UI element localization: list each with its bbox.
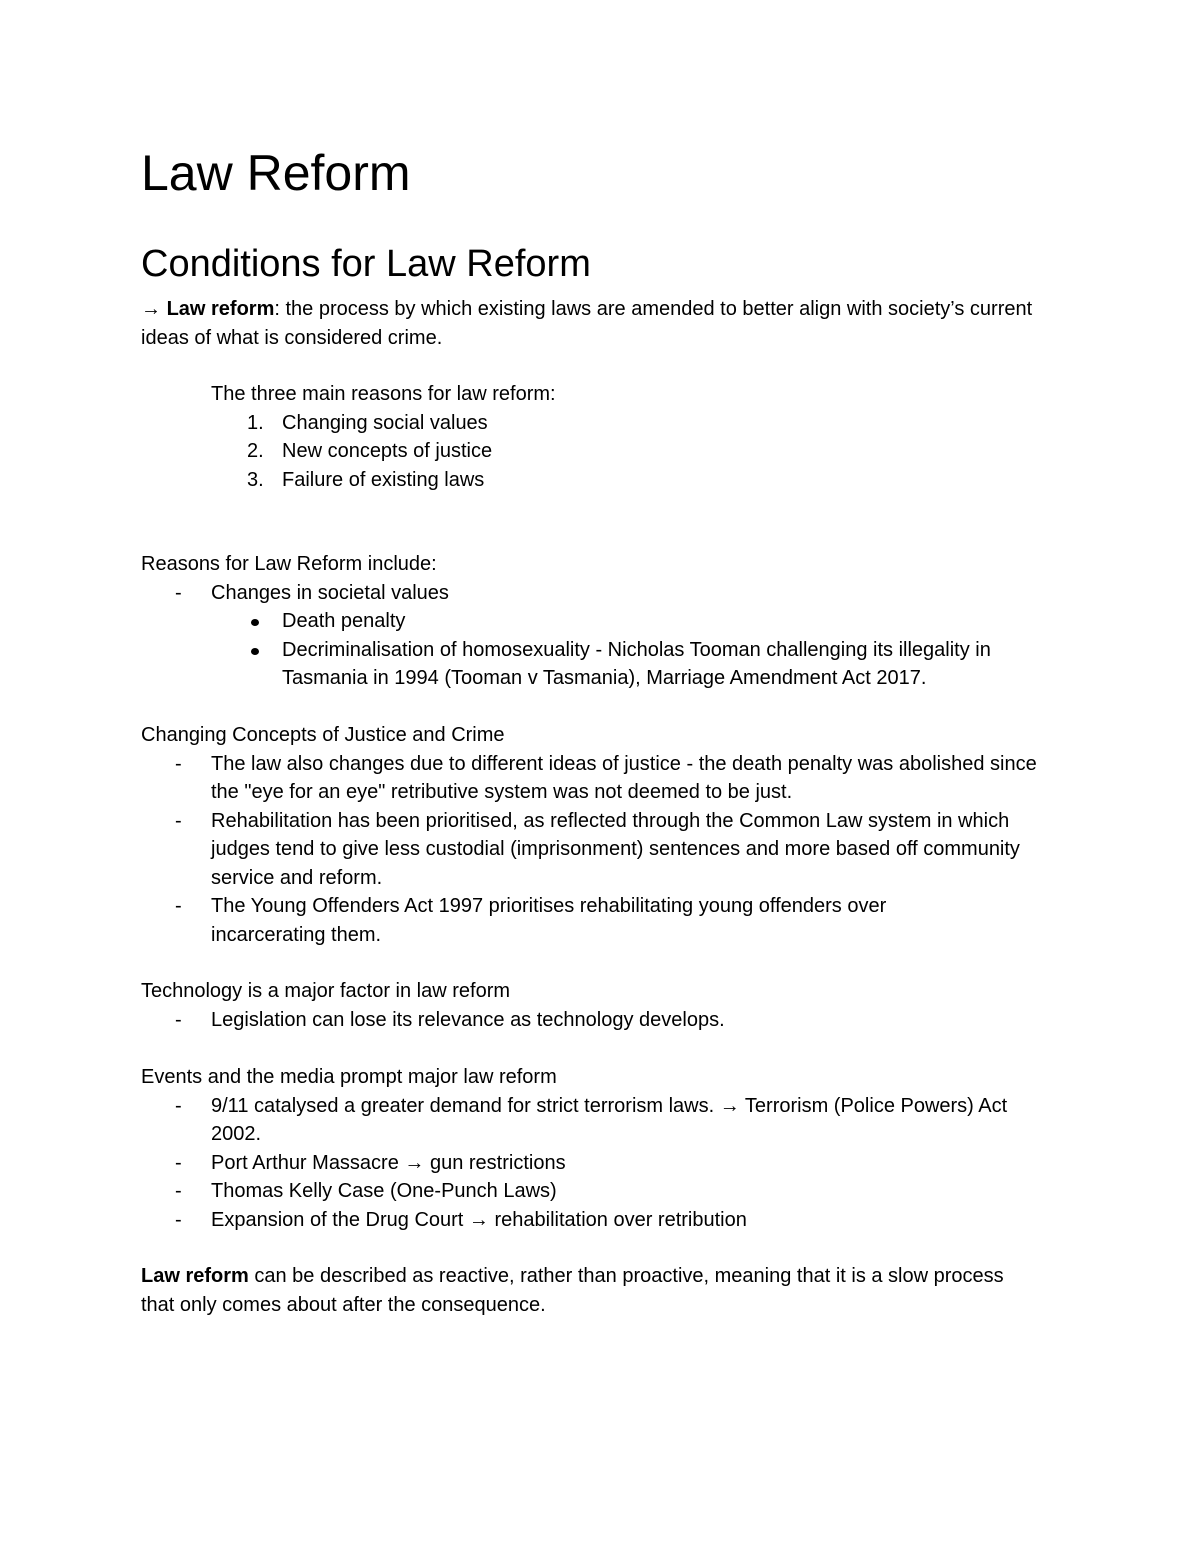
main-reasons-list <box>141 380 1061 494</box>
list-item <box>141 1092 1051 1149</box>
list-item-text: 9/11 catalysed a greater demand for strict terrorism laws. → Terrorism (Police Powers) Act 2002. <box>211 1094 1008 1145</box>
dash-bullet: - <box>175 1151 182 1174</box>
dash-bullet: - <box>175 752 182 775</box>
dash-bullet: - <box>175 1094 182 1117</box>
justice-heading: Changing Concepts of Justice and Crime <box>141 724 505 746</box>
list-item <box>141 892 951 949</box>
dash-bullet: - <box>175 809 182 832</box>
list-number: 2. <box>247 440 264 462</box>
sub-list-item <box>141 636 1062 693</box>
events-heading: Events and the media prompt major law reform <box>141 1066 557 1088</box>
bullet-dot-icon <box>251 619 259 626</box>
bullet-dot-icon <box>251 648 259 655</box>
conclusion-term: Law reform <box>141 1265 249 1287</box>
list-item-text: Expansion of the Drug Court → rehabilitation over retribution <box>211 1208 747 1231</box>
events-section <box>141 1063 1061 1234</box>
reasons-include-heading: Reasons for Law Reform include: <box>141 553 437 575</box>
technology-heading: Technology is a major factor in law reform <box>141 980 511 1002</box>
document-title: Law Reform <box>141 145 411 201</box>
list-item-text: Port Arthur Massacre → gun restrictions <box>211 1151 566 1174</box>
list-item <box>141 1177 1061 1206</box>
dash-bullet: - <box>175 895 182 917</box>
technology-section <box>141 977 1061 1034</box>
conclusion-paragraph <box>141 1262 1021 1319</box>
dash-bullet: - <box>175 1208 182 1231</box>
justice-section <box>141 721 1061 949</box>
reasons-include-section <box>141 550 1061 693</box>
dash-bullet: - <box>175 1008 182 1031</box>
list-item <box>141 1006 1061 1035</box>
list-number: 1. <box>247 411 264 434</box>
list-item <box>141 1206 1061 1235</box>
arrow-icon: → <box>141 298 161 320</box>
sub-list-item-text: Death penalty <box>282 610 406 632</box>
definition-text: : the process by which existing laws are amended to better align with society’s current ideas of what is considered crime. <box>141 298 1033 349</box>
conclusion-text: can be described as reactive, rather than proactive, meaning that it is a slow process that only comes about after the consequence. <box>141 1265 1004 1316</box>
sub-list-item <box>141 607 1061 636</box>
list-item <box>141 437 1061 466</box>
list-item <box>141 1149 1061 1178</box>
list-item-text: Legislation can lose its relevance as technology develops. <box>211 1008 725 1031</box>
definition-term: Law reform <box>166 298 275 320</box>
list-item <box>141 409 1061 438</box>
list-item-text: Rehabilitation has been prioritised, as reflected through the Common Law system in which judges tend to give less custodial (imprisonment) sentences and more based off community service and reform. <box>211 809 1020 889</box>
list-item-text: The Young Offenders Act 1997 prioritises rehabilitating young offenders over incarcerating them. <box>211 895 887 946</box>
list-number: 3. <box>247 468 264 491</box>
list-item <box>141 807 1061 893</box>
list-item-text: New concepts of justice <box>282 440 493 462</box>
list-item-text: Changes in societal values <box>211 581 449 604</box>
list-item-text: Failure of existing laws <box>282 468 485 491</box>
main-reasons-intro: The three main reasons for law reform: <box>211 383 556 405</box>
section-heading: Conditions for Law Reform <box>141 243 591 285</box>
list-item-text: Thomas Kelly Case (One-Punch Laws) <box>211 1180 557 1202</box>
list-item <box>141 579 1061 608</box>
list-item-text: The law also changes due to different ideas of justice - the death penalty was abolished since the "eye for an eye" retributive system was not deemed to be just. <box>211 752 1037 803</box>
sub-list-item-text: Decriminalisation of homosexuality - Nicholas Tooman challenging its illegality in Tasmania in 1994 (Tooman v Tasmania), Marriage Amendment Act 2017. <box>282 638 991 689</box>
dash-bullet: - <box>175 581 182 604</box>
dash-bullet: - <box>175 1180 182 1202</box>
list-item-text: Changing social values <box>282 411 488 434</box>
definition-paragraph <box>141 295 1061 352</box>
list-item <box>141 466 1061 495</box>
list-item <box>141 750 1061 807</box>
